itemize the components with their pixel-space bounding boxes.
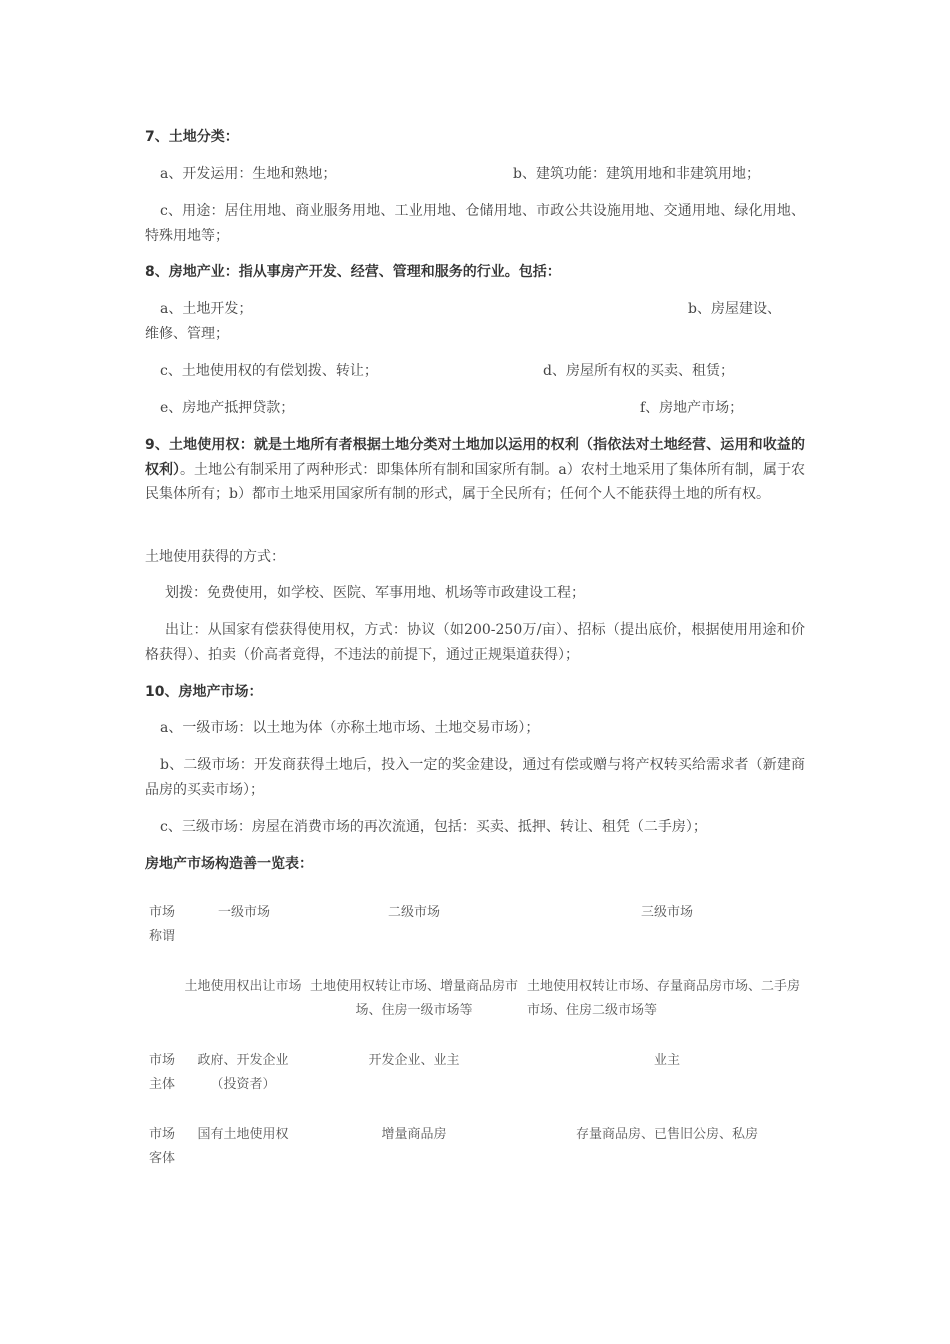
s8-item-b: b、房屋建设、	[688, 301, 781, 317]
table-header-cell: 二级市场	[387, 905, 440, 920]
s10-item-a: a、一级市场：以土地为体（亦称土地市场、土地交易市场）；	[160, 720, 540, 736]
s7-item-c: c、用途：居住用地、商业服务用地、工业用地、仓储用地、市政公共设施用地、交通用地、绿化用地、特殊用地等；	[145, 203, 805, 244]
market-table-title: 房地产市场构造善一览表：	[145, 856, 313, 872]
s7-item-a: a、开发运用：生地和熟地；	[160, 166, 337, 182]
s8-item-c: c、土地使用权的有偿划拨、转让；	[160, 363, 378, 379]
section-9-paragraph	[145, 433, 805, 507]
s7-item-b: b、建筑功能：建筑用地和非建筑用地；	[513, 166, 760, 182]
table-cell: 土地使用权转让市场、增量商品房市场、住房一级市场等	[309, 979, 518, 1018]
section-8-heading: 8、房地产业：指从事房产开发、经营、管理和服务的行业。包括：	[145, 264, 561, 280]
section-9-body: 。土地公有制采用了两种形式：即集体所有制和国家所有制。a）农村土地采用了集体所有制，属于农民集体所有；b）都市土地采用国家所有制的形式，属于全民所有；任何个人不能获得土地的所有权。	[145, 461, 805, 502]
land-use-ways-title: 土地使用获得的方式：	[145, 549, 285, 565]
s8-item-e: e、房地产抵押贷款；	[160, 400, 295, 416]
table-row-label: 市场客体	[149, 1127, 176, 1166]
s8-item-f: f、房地产市场；	[640, 400, 744, 416]
table-header-cell: 三级市场	[640, 905, 693, 920]
land-use-way-allocation: 划拨：免费使用，如学校、医院、军事用地、机场等市政建设工程；	[165, 585, 585, 601]
s8-item-a: a、土地开发；	[160, 301, 253, 317]
table-cell: 增量商品房	[381, 1127, 447, 1142]
table-header-cell: 一级市场	[217, 905, 270, 920]
table-cell: 存量商品房、已售旧公房、私房	[575, 1127, 758, 1142]
s8-item-b-continued: 维修、管理；	[145, 326, 229, 342]
table-row-label: 市场主体	[149, 1053, 176, 1092]
table-cell: 政府、开发企业（投资者）	[197, 1053, 289, 1092]
land-use-way-transfer: 出让：从国家有偿获得使用权，方式：协议（如200-250万/亩）、招标（提出底价，根据使用用途和价格获得）、拍卖（价高者竟得，不违法的前提下，通过正规渠道获得）；	[145, 622, 805, 663]
section-10-heading: 10、房地产市场：	[145, 684, 263, 700]
s8-item-d: d、房屋所有权的买卖、租赁；	[543, 363, 734, 379]
table-cell: 土地使用权转让市场、存量商品房市场、二手房市场、住房二级市场等	[527, 979, 801, 1018]
table-header-cell: 市场称谓	[149, 905, 176, 944]
section-9-heading: 9、土地使用权：就是土地所有者根据土地分类对土地加以运用的权利（指依法对土地经营、运用和收益的权利）	[145, 437, 805, 478]
table-cell: 国有土地使用权	[197, 1127, 289, 1142]
s10-item-b: b、二级市场：开发商获得土地后，投入一定的奖金建设，通过有偿或赠与将产权转买给需求者（新建商品房的买卖市场）；	[145, 757, 805, 798]
table-cell: 土地使用权出让市场	[184, 979, 302, 994]
section-7-heading: 7、土地分类：	[145, 129, 239, 145]
table-cell: 业主	[653, 1053, 680, 1068]
table-cell: 开发企业、业主	[368, 1053, 460, 1068]
s10-item-c: c、三级市场：房屋在消费市场的再次流通，包括：买卖、抵押、转让、租凭（二手房）；	[160, 819, 707, 835]
